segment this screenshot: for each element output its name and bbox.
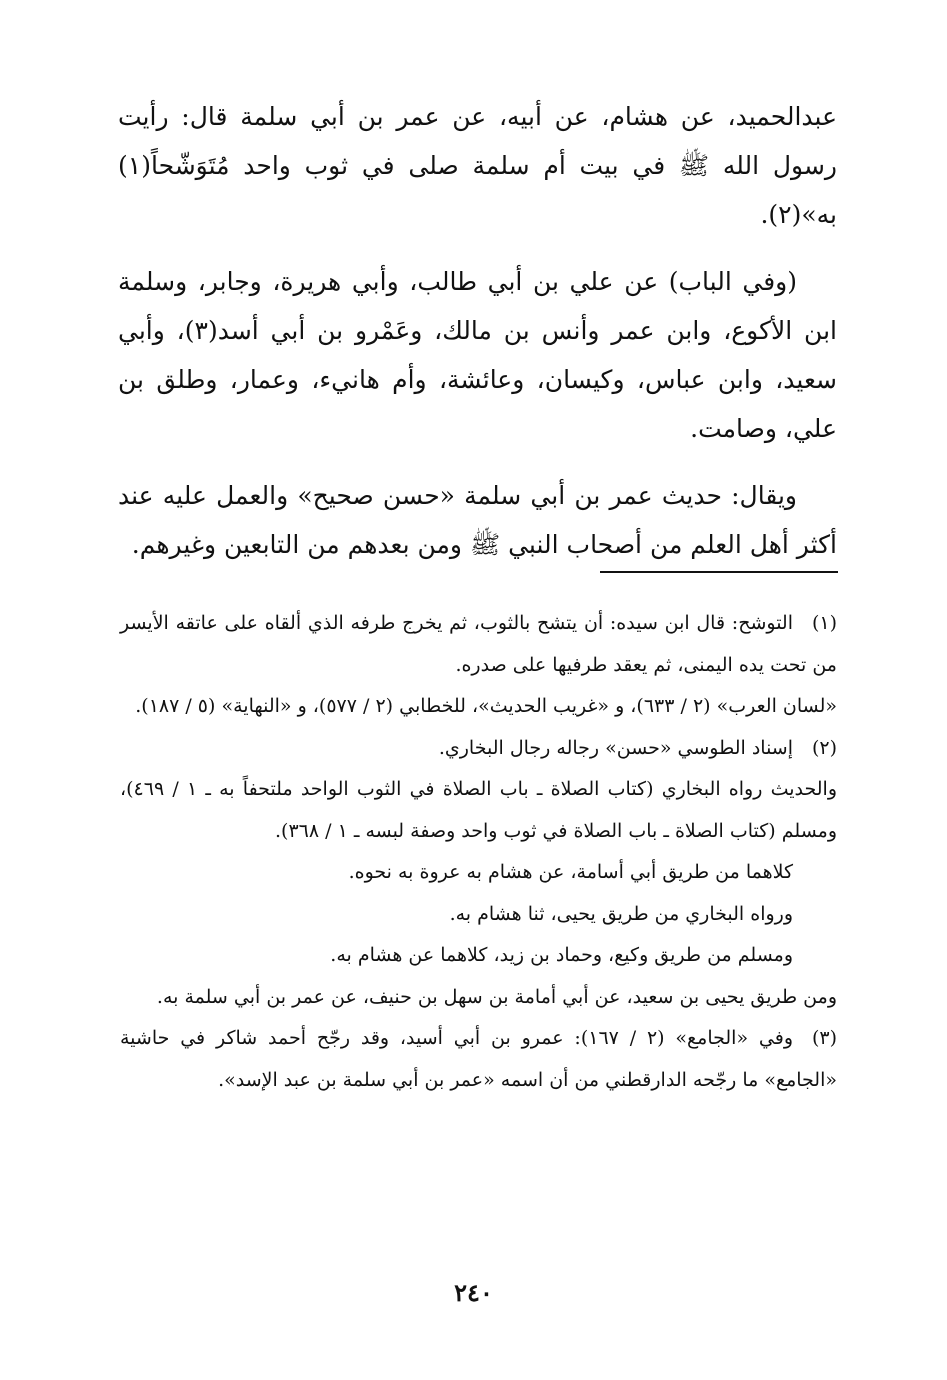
paragraph-hadith: عبدالحميد، عن هشام، عن أبيه، عن عمر بن أبي سلمة قال: رأيت رسول الله ﷺ في بيت أم سلمة صلى في ثوب واحد مُتَوَشّحاً(١) به»(٢).	[118, 102, 837, 229]
footnote-2-line: ومن طريق يحيى بن سعيد، عن أبي أمامة بن سهل بن حنيف، عن عمر بن أبي سلمة به.	[156, 985, 837, 1008]
paragraph-grading: ويقال: حديث عمر بن أبي سلمة «حسن صحيح» والعمل عليه عند أكثر أهل العلم من أصحاب النبي ﷺ ومن بعدهم من التابعين وغيرهم.	[118, 481, 837, 559]
paragraph-fil-bab: (وفي الباب) عن علي بن أبي طالب، وأبي هريرة، وجابر، وسلمة ابن الأكوع، وابن عمر وأنس بن مالك، وعَمْرو بن أبي أسد(٣)، وأبي سعيد، وابن عباس، وكيسان، وعائشة، وأم هانيء، وعمار، وطلق بن علي، وصامت.	[118, 267, 837, 443]
footnote-separator	[600, 571, 838, 573]
footnote-1	[120, 603, 837, 686]
footnote-2-line: والحديث رواه البخاري (كتاب الصلاة ـ باب الصلاة في الثوب الواحد ملتحفاً به ـ ١ / ٤٦٩)، ومسلم (كتاب الصلاة ـ باب الصلاة في ثوب واحد وصفة لبسه ـ ١ / ٣٦٨).	[120, 778, 837, 842]
footnote-1-source: «لسان العرب» (٢ / ٦٣٣)، و «غريب الحديث»، للخطابي (٢ / ٥٧٧)، و «النهاية» (٥ / ١٨٧).	[135, 695, 837, 717]
footnote-text: التوشح: قال ابن سيده: أن يتشح بالثوب، ثم يخرج طرفه الذي ألقاه على عاتقه الأيسر من تحت يده اليمنى، ثم يعقد طرفيها على صدره.	[120, 612, 837, 676]
footnote-2-line: ومسلم من طريق وكيع، وحماد بن زيد، كلاهما عن هشام به.	[330, 944, 793, 966]
footnotes	[120, 603, 837, 1101]
footnote-2	[120, 728, 837, 770]
footnote-number: (٢)	[811, 736, 837, 759]
footnote-2-line: كلاهما من طريق أبي أسامة، عن هشام به عروة به نحوه.	[348, 861, 793, 883]
footnote-number: (١)	[811, 612, 837, 634]
page-number: ٢٤٠	[454, 1278, 493, 1307]
footnote-text: إسناد الطوسي «حسن» رجاله رجال البخاري.	[438, 736, 793, 759]
main-text	[118, 92, 837, 587]
footnote-2-line: ورواه البخاري من طريق يحيى، ثنا هشام به.	[449, 902, 793, 925]
footnote-text: وفي «الجامع» (٢ / ١٦٧): عمرو بن أبي أسيد، وقد رجّح أحمد شاكر في حاشية «الجامع» ما رجّحه الدارقطني من أن اسمه «عمر بن أبي سلمة بن عبد الإسد».	[120, 1027, 837, 1091]
footnote-3	[120, 1018, 837, 1101]
footnote-number: (٣)	[811, 1027, 838, 1049]
